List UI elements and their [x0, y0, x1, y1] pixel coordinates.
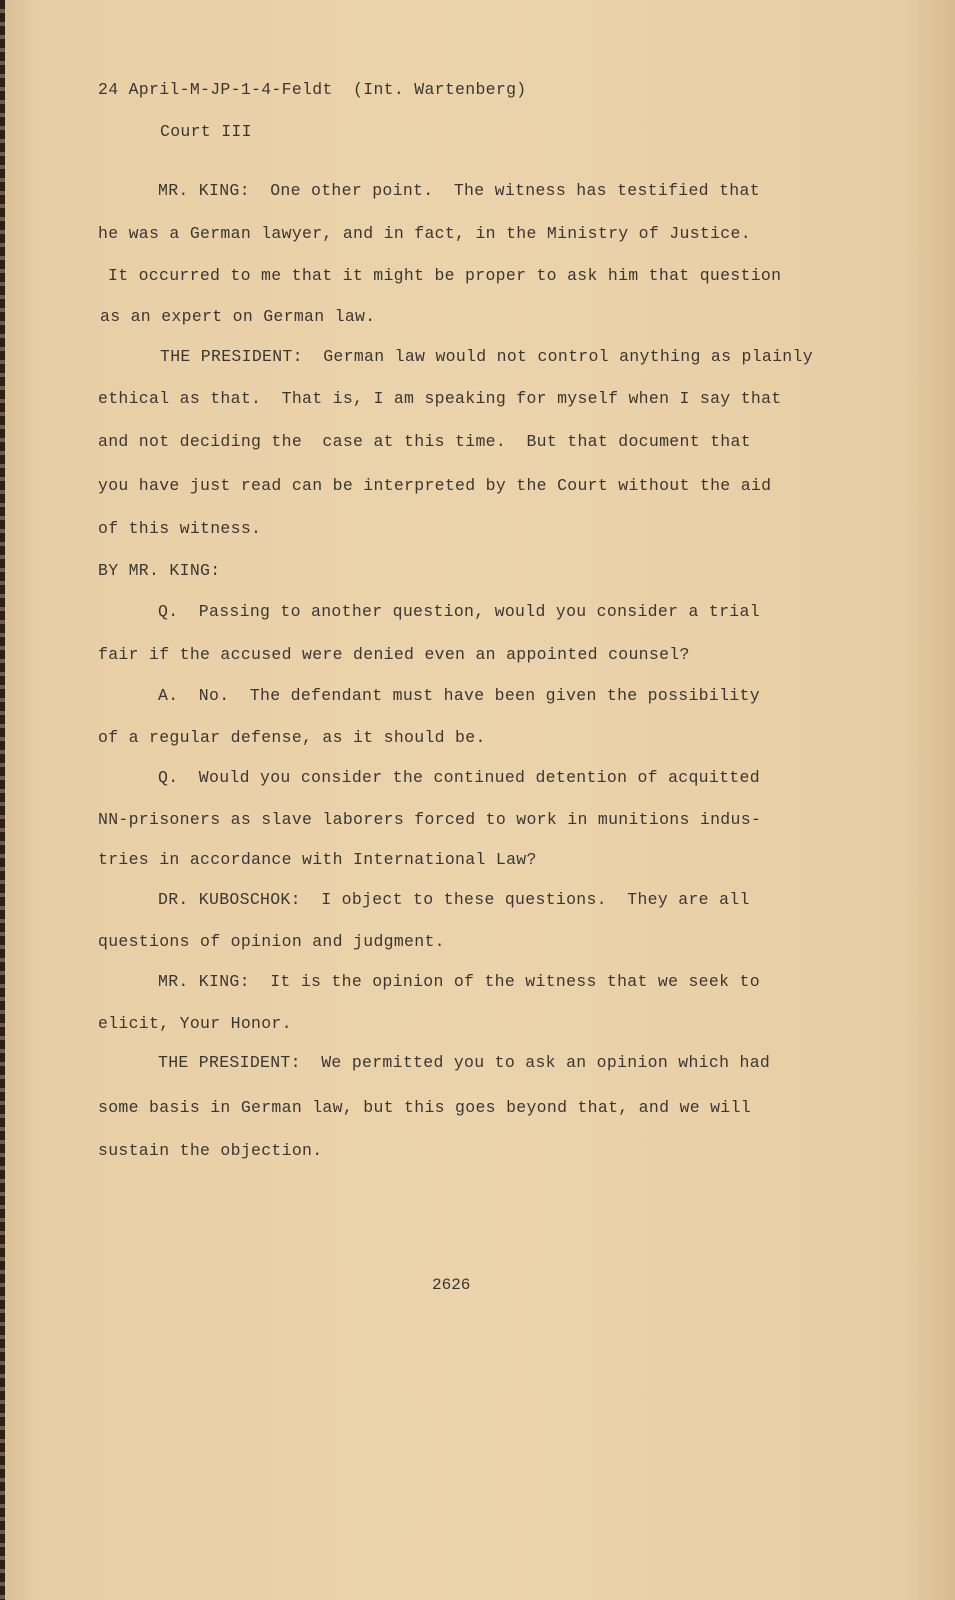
transcript-line: and not deciding the case at this time. But that document that	[98, 432, 751, 451]
transcript-line: sustain the objection.	[98, 1141, 323, 1160]
transcript-line: THE PRESIDENT: We permitted you to ask an opinion which had	[158, 1053, 771, 1072]
court-label: Court III	[160, 122, 252, 141]
transcript-line: DR. KUBOSCHOK: I object to these questions. They are all	[158, 890, 750, 909]
transcript-line: MR. KING: It is the opinion of the witness that we seek to	[158, 972, 760, 991]
transcript-line: tries in accordance with International Law?	[98, 850, 537, 869]
transcript-line: BY MR. KING:	[98, 561, 221, 580]
transcript-line: he was a German lawyer, and in fact, in the Ministry of Justice.	[98, 224, 751, 243]
binding-edge	[0, 0, 5, 1600]
transcript-line: Q. Would you consider the continued detention of acquitted	[158, 768, 760, 787]
header-line: 24 April-M-JP-1-4-Feldt (Int. Wartenberg)	[98, 80, 527, 99]
transcript-line: elicit, Your Honor.	[98, 1014, 292, 1033]
transcript-line: you have just read can be interpreted by the Court without the aid	[98, 476, 772, 495]
transcript-line: some basis in German law, but this goes beyond that, and we will	[98, 1098, 751, 1117]
transcript-line: MR. KING: One other point. The witness has testified that	[158, 181, 760, 200]
page-number: 2626	[432, 1276, 471, 1294]
transcript-line: questions of opinion and judgment.	[98, 932, 445, 951]
transcript-line: NN-prisoners as slave laborers forced to work in munitions indus-	[98, 810, 762, 829]
transcript-line: It occurred to me that it might be proper to ask him that question	[108, 266, 782, 285]
transcript-line: as an expert on German law.	[100, 307, 376, 326]
transcript-line: THE PRESIDENT: German law would not control anything as plainly	[160, 347, 813, 366]
transcript-line: A. No. The defendant must have been given the possibility	[158, 686, 760, 705]
transcript-line: fair if the accused were denied even an appointed counsel?	[98, 645, 690, 664]
transcript-line: of a regular defense, as it should be.	[98, 728, 486, 747]
transcript-line: of this witness.	[98, 519, 262, 538]
transcript-line: ethical as that. That is, I am speaking for myself when I say that	[98, 389, 782, 408]
transcript-line: Q. Passing to another question, would you consider a trial	[158, 602, 760, 621]
